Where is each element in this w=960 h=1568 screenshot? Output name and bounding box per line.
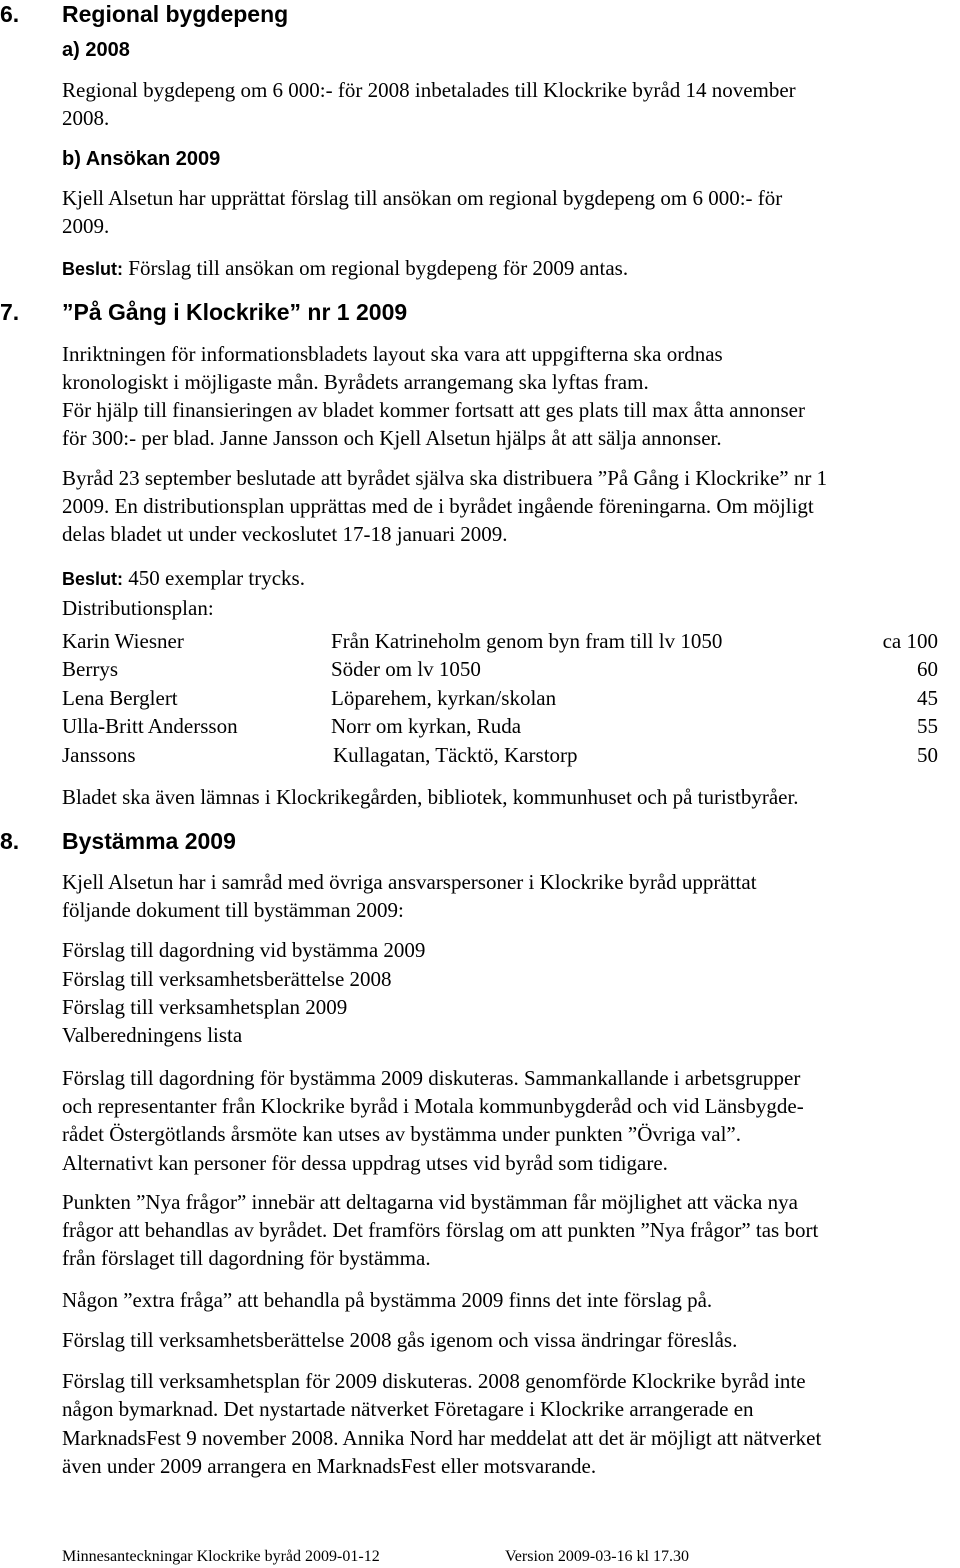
paragraph-line: Bladet ska även lämnas i Klockrikegården, bibliotek, kommunhuset och på turistbyråer. [62,785,799,809]
paragraph-line: kronologiskt i möjligaste mån. Byrådets arrangemang ska lyftas fram. [62,370,649,394]
paragraph-line: Förslag till dagordning för bystämma 2009 diskuteras. Sammankallande i arbetsgrupper [62,1066,801,1090]
paragraph-line: och representanter från Klockrike byråd i Motala kommunbygderåd och vid Länsbygde- [62,1094,804,1118]
section-8-title: Bystämma 2009 [62,828,236,854]
table-row [62,627,938,655]
paragraph-line: MarknadsFest 9 november 2008. Annika Nord har meddelat att det är möjligt att nätverket [62,1426,822,1450]
section-8-number: 8. [0,828,20,854]
paragraph-line: följande dokument till bystämman 2009: [62,898,404,922]
paragraph-line: Förslag till verksamhetsplan för 2009 diskuteras. 2008 genomförde Klockrike byråd inte [62,1369,806,1393]
table-row [62,712,938,740]
paragraph-line: Kjell Alsetun har i samråd med övriga ansvarspersoner i Klockrike byråd upprättat [62,870,757,894]
footer-document-title: Minnesanteckningar Klockrike byråd 2009-01-12 [62,1548,380,1565]
paragraph-line: Förslag till verksamhetsberättelse 2008 gås igenom och vissa ändringar föreslås. [62,1328,738,1352]
subheading-b: b) Ansökan 2009 [62,148,221,170]
paragraph-line: frågor att behandlas av byrådet. Det framförs förslag om att punkten ”Nya frågor” tas bort [62,1218,819,1242]
distribution-area: Kullagatan, Täcktö, Karstorp [333,743,578,767]
copy-count: ca 100 [882,629,938,653]
paragraph-line: för 300:- per blad. Janne Jansson och Kjell Alsetun hjälps åt att sälja annonser. [62,426,722,450]
paragraph-line: 2009. [62,214,110,238]
section-7-number: 7. [0,299,20,325]
paragraph-line: Regional bygdepeng om 6 000:- för 2008 inbetalades till Klockrike byråd 14 november [62,78,796,102]
paragraph-line: För hjälp till finansieringen av bladet kommer fortsatt att ges plats till max åtta annonser [62,398,805,422]
table-row [62,655,938,683]
decision-text: Förslag till ansökan om regional bygdepeng för 2009 antas. [128,256,629,280]
paragraph-line: Byråd 23 september beslutade att byrådet själva ska distribuera ”På Gång i Klockrike” nr 1 [62,466,828,490]
subheading-a: a) 2008 [62,39,130,61]
paragraph-line: Alternativt kan personer för dessa uppdrag utses vid byråd som tidigare. [62,1151,668,1175]
copy-count: 45 [917,686,938,710]
paragraph-line: Kjell Alsetun har upprättat förslag till ansökan om regional bygdepeng om 6 000:- för [62,186,783,210]
document-list-item: Förslag till dagordning vid bystämma 2009 [62,938,426,962]
distributor-name: Ulla-Britt Andersson [62,714,238,738]
decision-label: Beslut: [62,569,124,589]
paragraph-line: rådet Östergötlands årsmöte kan utses av bystämma under punkten ”Övriga val”. [62,1122,742,1146]
paragraph-line: 2008. [62,106,110,130]
distributor-name: Karin Wiesner [62,629,184,653]
distribution-area: Löparehem, kyrkan/skolan [331,686,557,710]
distribution-area: Söder om lv 1050 [331,657,481,681]
paragraph-line: även under 2009 arrangera en MarknadsFest eller motsvarande. [62,1454,597,1478]
paragraph-line: från förslaget till dagordning för bystämma. [62,1246,431,1270]
section-7-title: ”På Gång i Klockrike” nr 1 2009 [62,299,408,325]
paragraph-line: delas bladet ut under veckoslutet 17-18 januari 2009. [62,522,508,546]
decision-text: 450 exemplar trycks. [128,566,305,590]
table-row [62,684,938,712]
section-6-number: 6. [0,1,20,27]
decision-line [62,564,305,593]
paragraph-line: Inriktningen för informationsbladets layout ska vara att uppgifterna ska ordnas [62,342,723,366]
copy-count: 55 [917,714,938,738]
paragraph-line: Punkten ”Nya frågor” innebär att deltagarna vid bystämman får möjlighet att väcka nya [62,1190,798,1214]
decision-label: Beslut: [62,259,124,279]
footer-version: Version 2009-03-16 kl 17.30 [505,1548,689,1565]
section-6-title: Regional bygdepeng [62,1,289,27]
document-list-item: Förslag till verksamhetsberättelse 2008 [62,967,392,991]
copy-count: 50 [917,743,938,767]
paragraph-line: någon bymarknad. Det nystartade nätverket Företagare i Klockrike arrangerade en [62,1397,754,1421]
copy-count: 60 [917,657,938,681]
paragraph-line: Någon ”extra fråga” att behandla på bystämma 2009 finns det inte förslag på. [62,1288,713,1312]
distribution-area: Från Katrineholm genom byn fram till lv 1050 [331,629,723,653]
decision-line [62,254,628,283]
distributor-name: Janssons [62,743,136,767]
table-row [62,741,938,769]
document-list-item: Valberedningens lista [62,1023,243,1047]
distribution-plan-label: Distributionsplan: [62,596,214,620]
distributor-name: Lena Berglert [62,686,178,710]
paragraph-line: 2009. En distributionsplan upprättas med de i byrådet ingående föreningarna. Om möjligt [62,494,814,518]
document-list-item: Förslag till verksamhetsplan 2009 [62,995,348,1019]
distribution-area: Norr om kyrkan, Ruda [331,714,522,738]
distributor-name: Berrys [62,657,118,681]
